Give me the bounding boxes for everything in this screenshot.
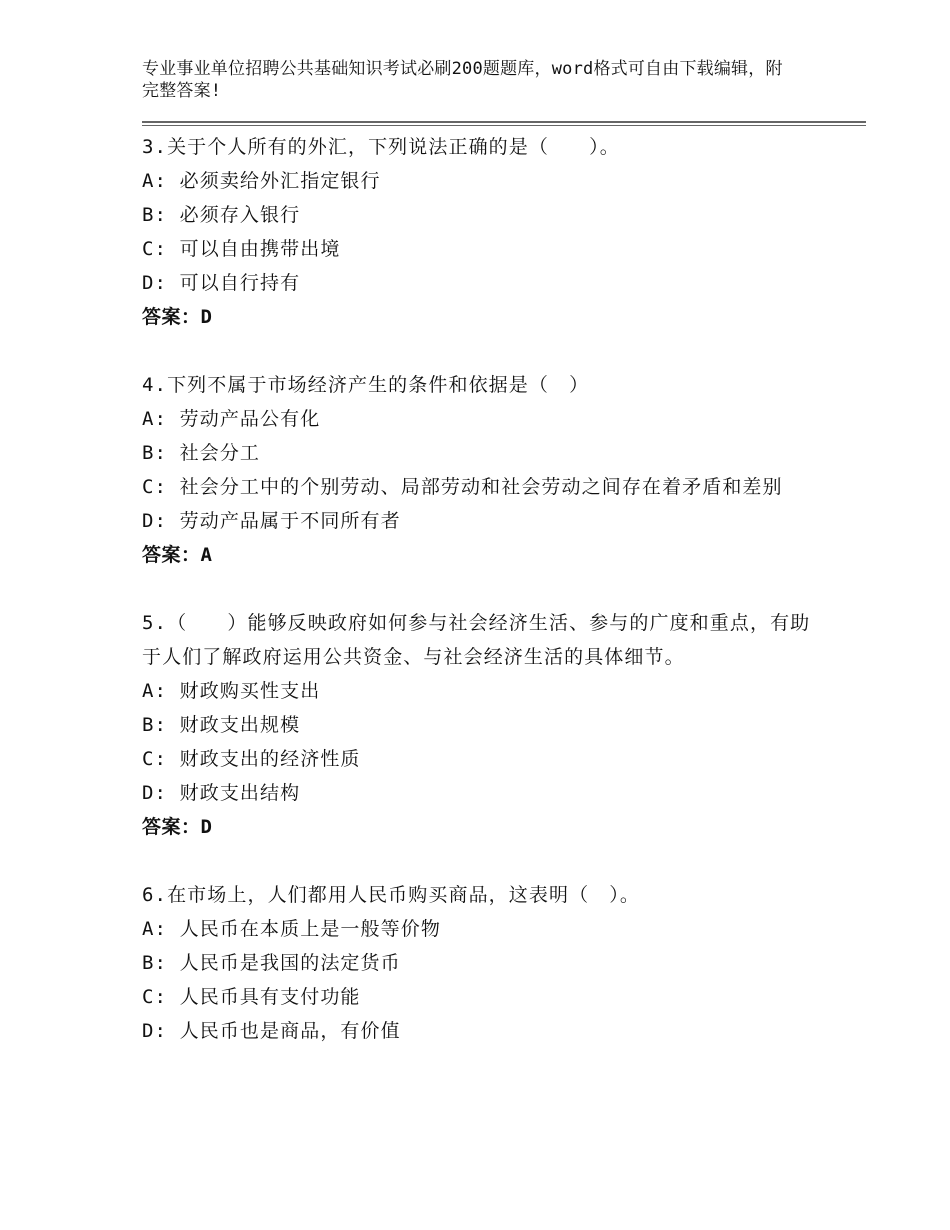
option-b: B: 财政支出规模: [142, 714, 301, 736]
question-4: [142, 368, 822, 572]
question-3: [142, 130, 822, 334]
option-a: A: 人民币在本质上是一般等价物: [142, 918, 441, 940]
question-stem: 5.（ ）能够反映政府如何参与社会经济生活、参与的广度和重点，有助于人们了解政府运用公共资金、与社会经济生活的具体细节。: [142, 612, 811, 668]
answer-label: 答案：: [142, 816, 201, 838]
question-6: [142, 878, 822, 1048]
answer-label: 答案：: [142, 306, 201, 328]
option-b: B: 社会分工: [142, 442, 261, 464]
option-d: D: 可以自行持有: [142, 272, 301, 294]
answer-value: D: [200, 306, 213, 328]
answer-value: D: [200, 816, 213, 838]
question-list: [142, 130, 822, 1082]
answer-line: [142, 810, 822, 844]
answer-line: [142, 538, 822, 572]
option-d: D: 人民币也是商品，有价值: [142, 1020, 401, 1042]
question-stem: 4.下列不属于市场经济产生的条件和依据是（ ）: [142, 374, 590, 396]
header-divider: [142, 121, 866, 126]
question-stem: 3.关于个人所有的外汇，下列说法正确的是（ ）。: [142, 136, 620, 158]
question-stem: 6.在市场上，人们都用人民币购买商品，这表明（ ）。: [142, 884, 640, 906]
answer-line: [142, 300, 822, 334]
question-5: [142, 606, 822, 844]
option-c: C: 社会分工中的个别劳动、局部劳动和社会劳动之间存在着矛盾和差别: [142, 476, 783, 498]
option-d: D: 劳动产品属于不同所有者: [142, 510, 401, 532]
answer-value: A: [200, 544, 213, 566]
option-d: D: 财政支出结构: [142, 782, 301, 804]
option-b: B: 必须存入银行: [142, 204, 301, 226]
option-a: A: 必须卖给外汇指定银行: [142, 170, 381, 192]
option-c: C: 人民币具有支付功能: [142, 986, 361, 1008]
answer-label: 答案：: [142, 544, 201, 566]
option-b: B: 人民币是我国的法定货币: [142, 952, 401, 974]
option-c: C: 可以自由携带出境: [142, 238, 341, 260]
option-a: A: 劳动产品公有化: [142, 408, 321, 430]
option-c: C: 财政支出的经济性质: [142, 748, 361, 770]
option-a: A: 财政购买性支出: [142, 680, 321, 702]
document-intro-text: 专业事业单位招聘公共基础知识考试必刷200题题库，word格式可自由下载编辑，附完整答案!: [142, 59, 783, 101]
